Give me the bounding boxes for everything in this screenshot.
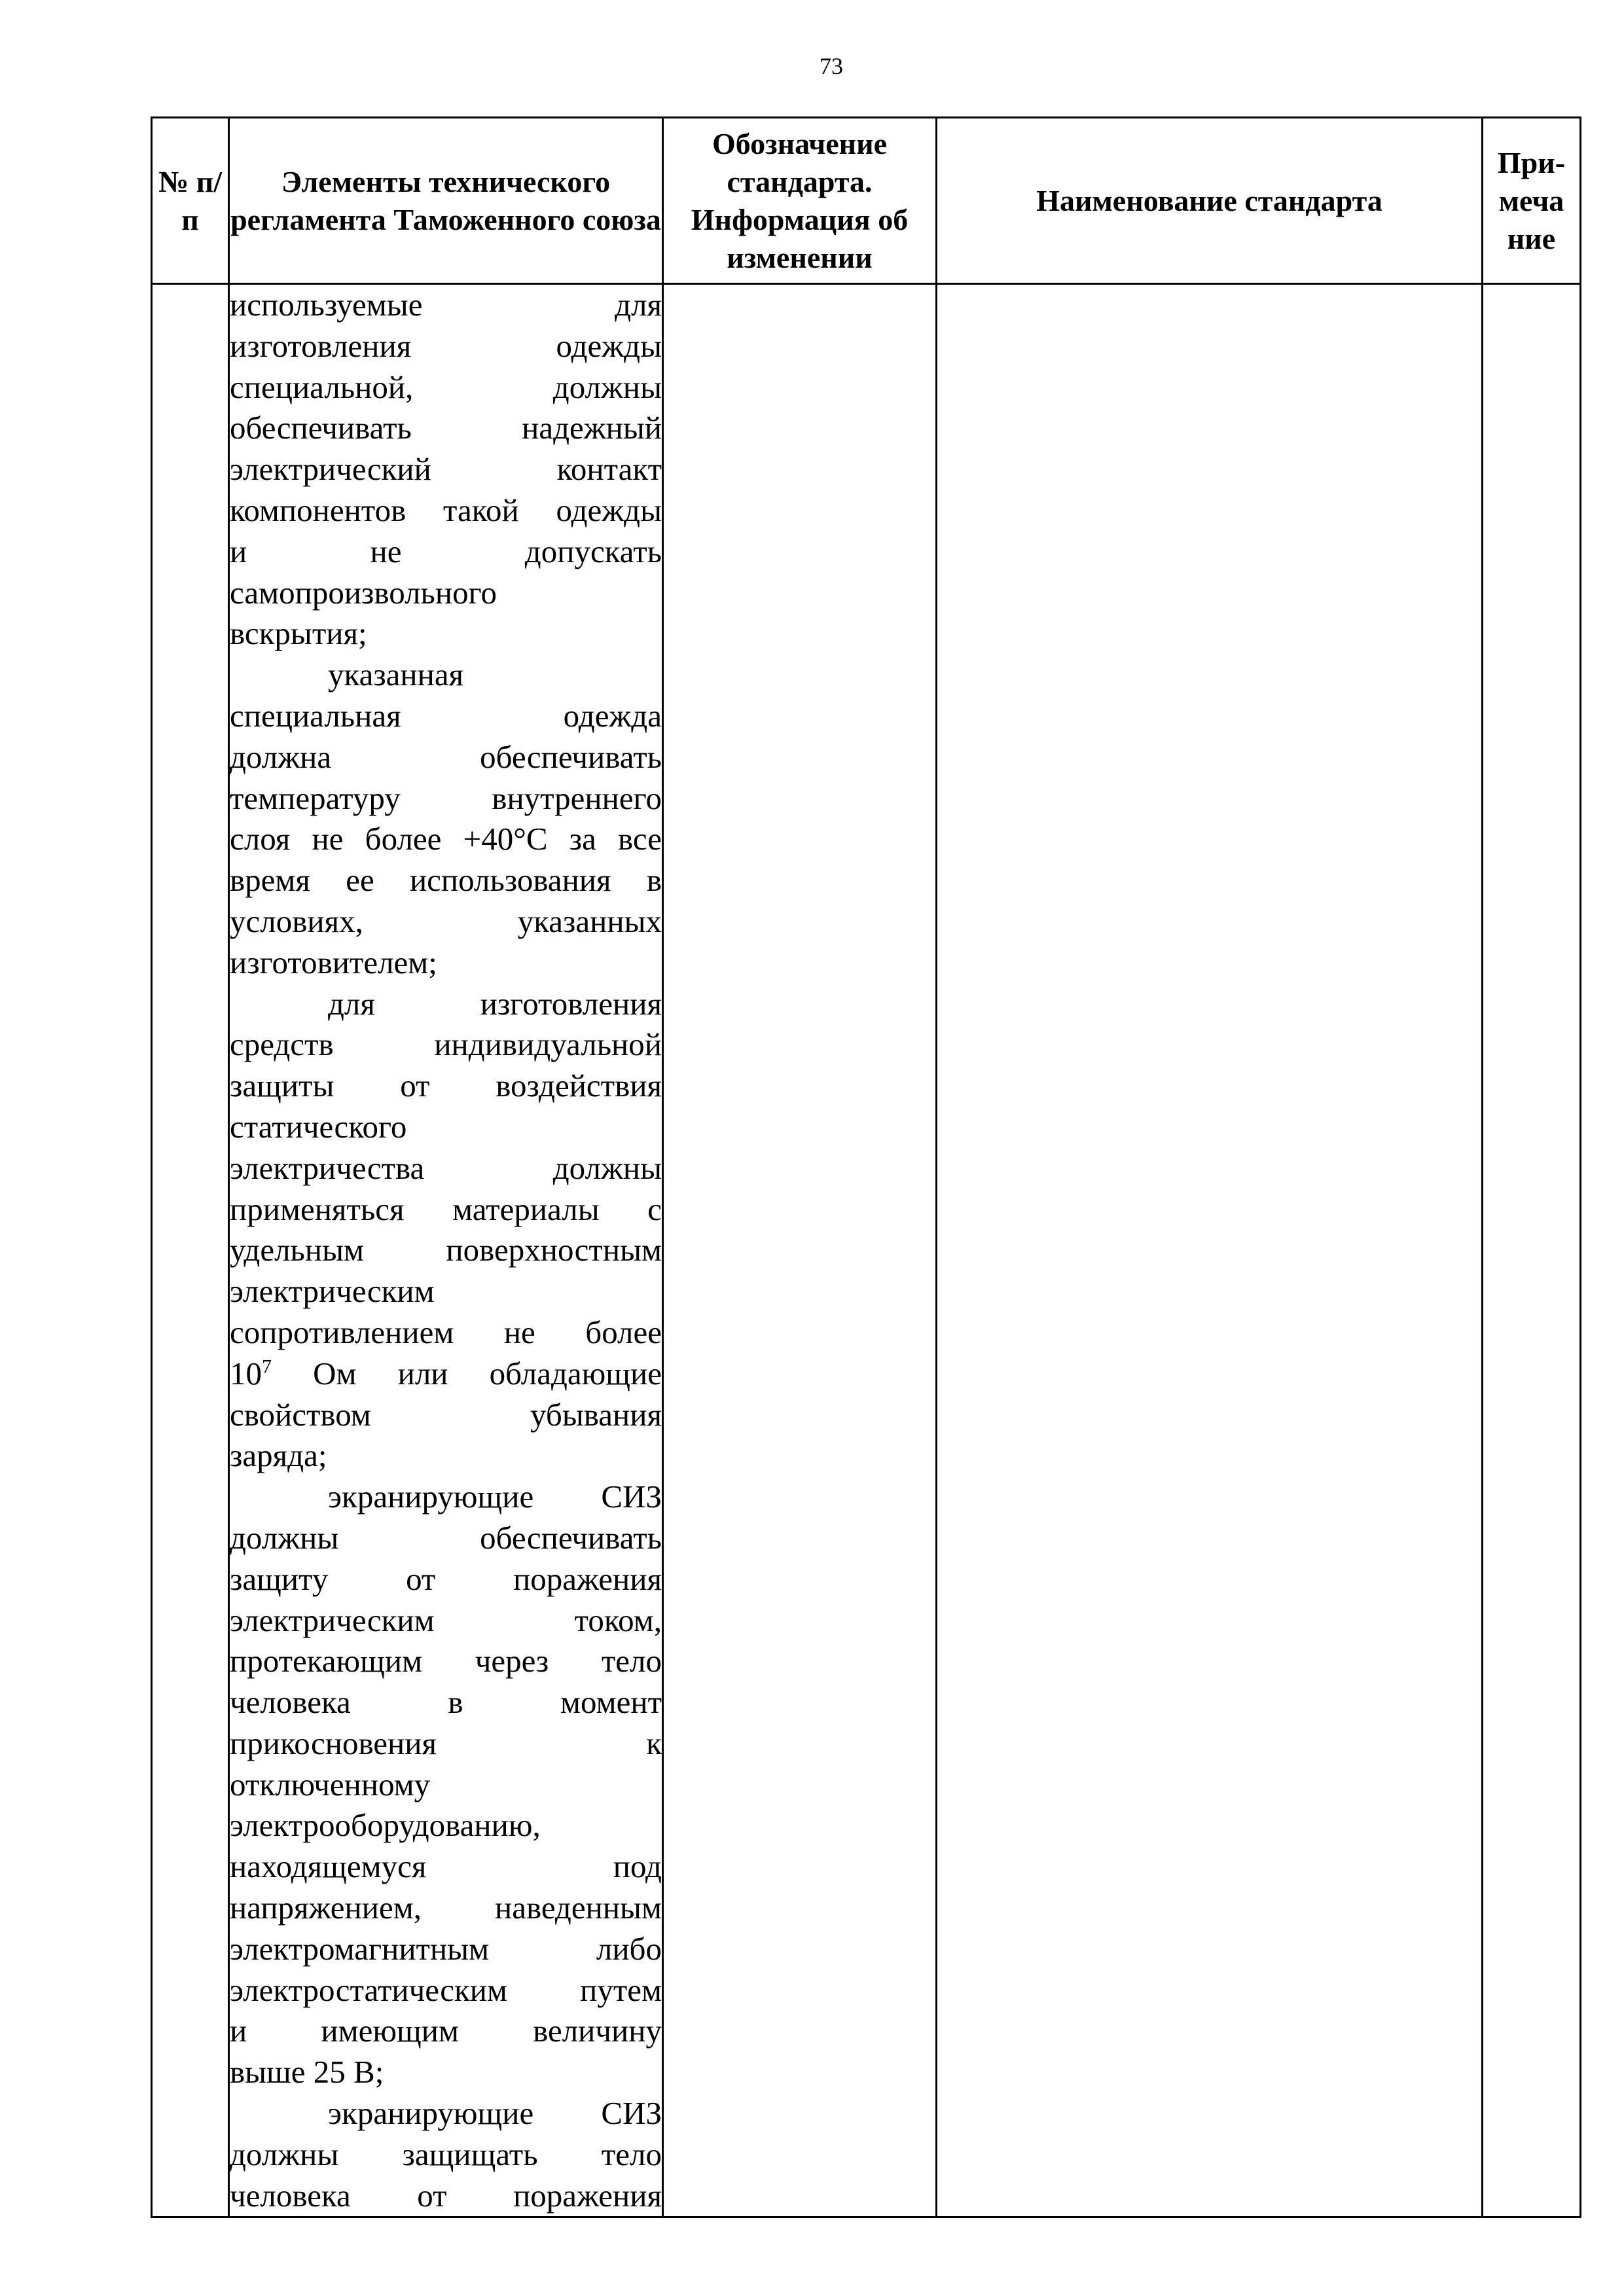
standards-table	[151, 117, 1581, 2218]
text-line: свойством убывания	[230, 1396, 662, 1433]
text-line-power	[230, 1354, 662, 1395]
text-line: человека от поражения	[230, 2177, 662, 2214]
text-line: должна обеспечивать	[230, 738, 662, 775]
table-row	[152, 284, 1581, 2217]
power-base: 10	[230, 1355, 262, 1391]
text-line: средств индивидуальной	[230, 1026, 662, 1063]
text-line: удельным поверхностным	[230, 1232, 662, 1268]
power-exponent: 7	[262, 1355, 272, 1378]
cell-standard-name	[937, 284, 1483, 2217]
text-line: изготовления одежды	[230, 327, 662, 364]
text-line: находящемуся под	[230, 1848, 662, 1885]
cell-elements	[229, 284, 663, 2217]
header-standard-name: Наименование стандарта	[937, 118, 1483, 284]
text-line: заряда;	[230, 1437, 327, 1474]
text-line: защиту от поражения	[230, 1560, 662, 1597]
text-line: вскрытия;	[230, 615, 367, 652]
text-line: напряжением, наведенным	[230, 1890, 662, 1926]
text-line: статического	[230, 1108, 407, 1145]
text-line: самопроизвольного	[230, 574, 497, 611]
text-line: защиты от воздействия	[230, 1067, 662, 1104]
text-line: электростатическим путем	[230, 1971, 662, 2008]
text-line: протекающим через тело	[230, 1643, 662, 1679]
text-line: электричества должны	[230, 1149, 662, 1186]
text-line: прикосновения к	[230, 1725, 662, 1761]
text-line: применяться материалы с	[230, 1191, 662, 1227]
text-line: должны обеспечивать	[230, 1519, 662, 1556]
text-line: сопротивлением не более	[230, 1314, 662, 1350]
text-line: и имеющим величину	[230, 2013, 662, 2049]
text-line: используемые для	[230, 287, 662, 323]
text-line: температуру внутреннего	[230, 780, 662, 816]
text-line: компонентов такой одежды	[230, 492, 662, 528]
cell-number	[152, 284, 229, 2217]
power-tail: Ом или обладающие	[272, 1355, 662, 1391]
header-designation: Обозначение стандарта. Информация об изменении	[663, 118, 937, 284]
text-line: экранирующие СИЗ	[328, 2095, 662, 2132]
text-line: изготовителем;	[230, 944, 437, 980]
page-number: 73	[820, 53, 843, 79]
text-line: специальной, должны	[230, 368, 662, 405]
header-number: № п/п	[152, 118, 229, 284]
cell-note	[1483, 284, 1581, 2217]
table-header-row	[152, 118, 1581, 284]
text-line: электрическим током,	[230, 1602, 662, 1638]
text-line: электрический контакт	[230, 451, 662, 488]
text-line: обеспечивать надежный	[230, 410, 662, 446]
text-line: условиях, указанных	[230, 903, 662, 939]
text-line: должны защищать тело	[230, 2136, 662, 2172]
text-line: слоя не более +40°С за все	[230, 821, 662, 857]
text-line: отключенному	[230, 1766, 431, 1803]
text-line: специальная одежда	[230, 697, 662, 734]
text-line: электрооборудованию,	[230, 1807, 541, 1844]
text-line: электромагнитным либо	[230, 1930, 662, 1967]
text-line: указанная	[328, 656, 464, 693]
header-note: При-меча ние	[1483, 118, 1581, 284]
text-line: для изготовления	[328, 985, 662, 1022]
header-elements: Элементы технического регламента Таможенного союза	[229, 118, 663, 284]
text-line: и не допускать	[230, 533, 662, 569]
cell-designation	[663, 284, 937, 2217]
text-line: экранирующие СИЗ	[328, 1479, 662, 1515]
text-line: человека в момент	[230, 1684, 662, 1721]
text-line: электрическим	[230, 1273, 435, 1310]
text-line: выше 25 В;	[230, 2054, 384, 2090]
text-line: время ее использования в	[230, 862, 662, 899]
